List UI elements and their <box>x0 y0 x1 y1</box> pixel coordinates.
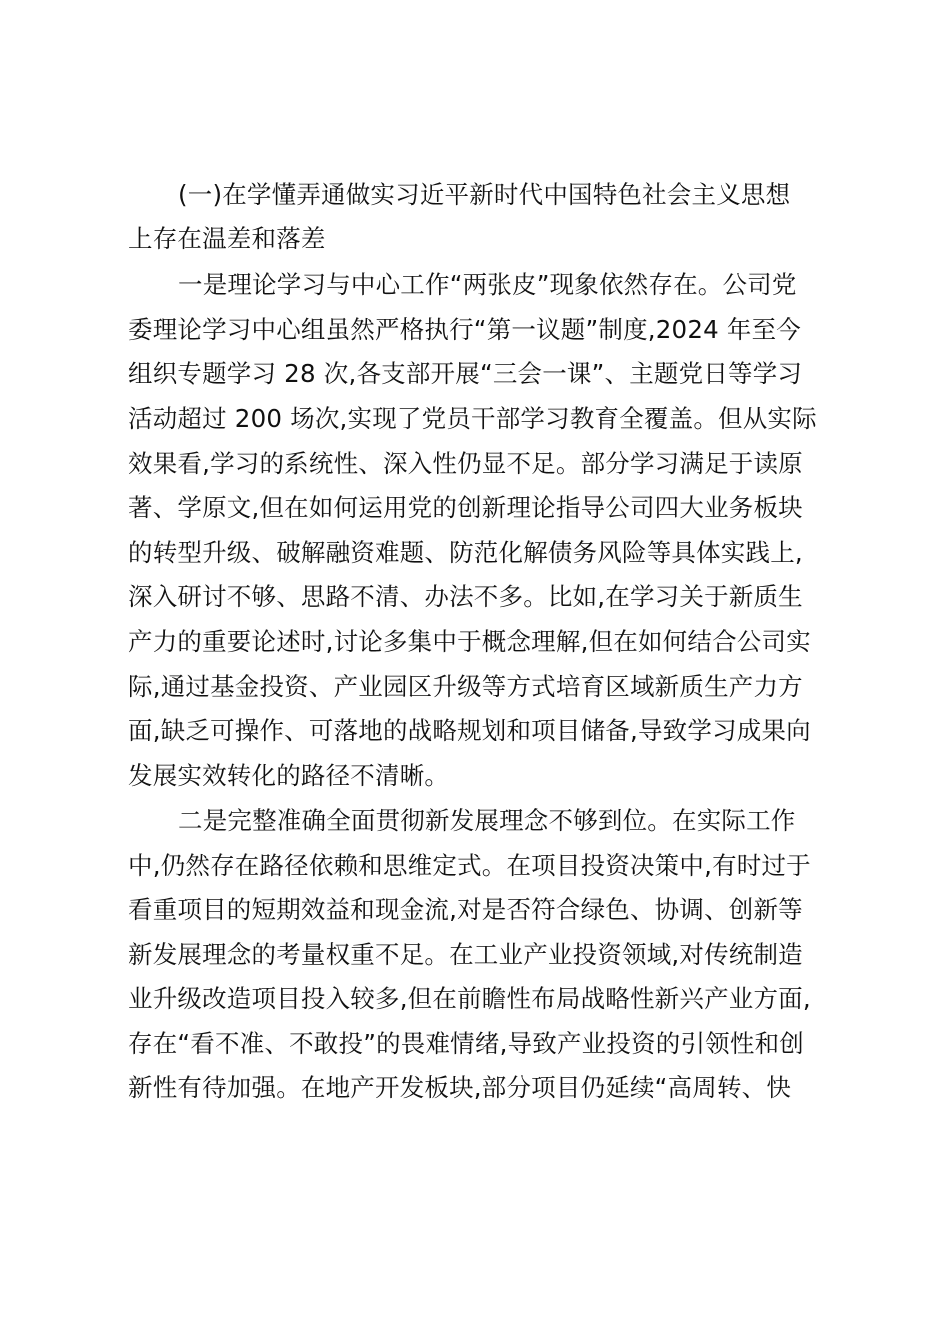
paragraph-1-line: 活动超过 200 场次,实现了党员干部学习教育全覆盖。但从实际 <box>128 404 817 433</box>
paragraph-1-line: 一是理论学习与中心工作“两张皮”现象依然存在。公司党 <box>178 270 797 299</box>
section-heading-line-2: 上存在温差和落差 <box>128 224 326 253</box>
paragraph-1-line: 产力的重要论述时,讨论多集中于概念理解,但在如何结合公司实 <box>128 627 811 656</box>
paragraph-2-line: 中,仍然存在路径依赖和思维定式。在项目投资决策中,有时过于 <box>128 851 811 880</box>
paragraph-1-line: 著、学原文,但在如何运用党的创新理论指导公司四大业务板块 <box>128 493 803 522</box>
paragraph-1-line: 效果看,学习的系统性、深入性仍显不足。部分学习满足于读原 <box>128 449 803 478</box>
paragraph-2-line: 看重项目的短期效益和现金流,对是否符合绿色、协调、创新等 <box>128 895 803 924</box>
paragraph-2-line: 新发展理念的考量权重不足。在工业产业投资领域,对传统制造 <box>128 940 803 969</box>
section-heading-line-1: (一)在学懂弄通做实习近平新时代中国特色社会主义思想 <box>178 180 791 209</box>
paragraph-1-line: 组织专题学习 28 次,各支部开展“三会一课”、主题党日等学习 <box>128 359 803 388</box>
paragraph-1-line: 委理论学习中心组虽然严格执行“第一议题”制度,2024 年至今 <box>128 315 802 344</box>
paragraph-2-line: 存在“看不准、不敢投”的畏难情绪,导致产业投资的引领性和创 <box>128 1029 804 1058</box>
paragraph-1-line: 的转型升级、破解融资难题、防范化解债务风险等具体实践上, <box>128 538 803 567</box>
paragraph-1-line: 际,通过基金投资、产业园区升级等方式培育区域新质生产力方 <box>128 672 803 701</box>
paragraph-1-line: 面,缺乏可操作、可落地的战略规划和项目储备,导致学习成果向 <box>128 716 811 745</box>
paragraph-2-line: 二是完整准确全面贯彻新发展理念不够到位。在实际工作 <box>178 806 796 835</box>
paragraph-2-line: 新性有待加强。在地产开发板块,部分项目仍延续“高周转、快 <box>128 1073 792 1102</box>
paragraph-1-line: 深入研讨不够、思路不清、办法不多。比如,在学习关于新质生 <box>128 582 803 611</box>
paragraph-2-line: 业升级改造项目投入较多,但在前瞻性布局战略性新兴产业方面, <box>128 984 811 1013</box>
paragraph-1-line: 发展实效转化的路径不清晰。 <box>128 761 450 790</box>
